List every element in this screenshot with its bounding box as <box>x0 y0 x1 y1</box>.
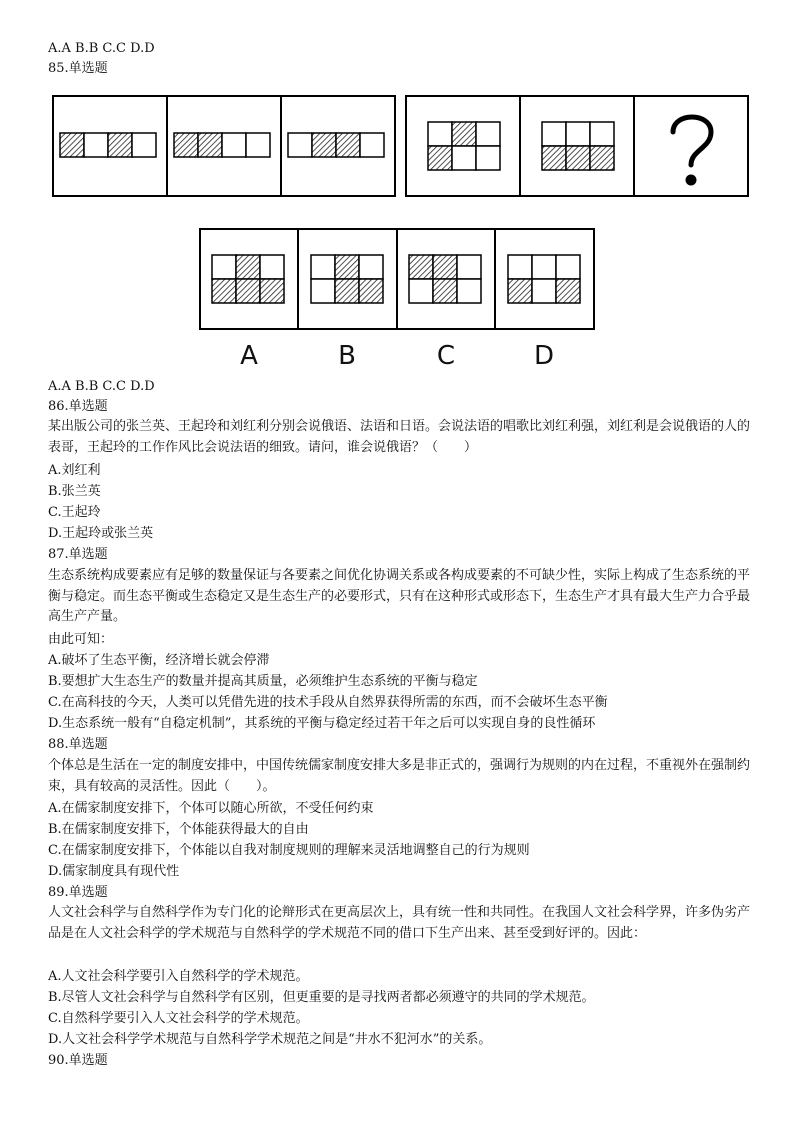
q86-option-c: C.王起玲 <box>48 505 101 520</box>
q87-stem: 生态系统构成要素应有足够的数量保证与各要素之间优化协调关系或各构成要素的不可缺少性，实际上构成了生态系统的平衡与稳定。而生态平衡或生态稳定又是生态生产的必要形式，只有在这种形式或形态下，生态生产才具有最大生产力合乎最高生产产量。 <box>48 568 751 624</box>
q85-panel-3 <box>288 133 384 157</box>
q88-header: 88.单选题 <box>48 737 108 752</box>
q87-option-a: A.破坏了生态平衡，经济增长就会停滞 <box>48 653 270 668</box>
q85-panel-2 <box>174 133 270 157</box>
q89-stem: 人文社会科学与自然科学作为专门化的论辩形式在更高层次上，具有统一性和共同性。在我国人文社会科学界，许多伪劣产品是在人文社会科学的学术规范与自然科学的学术规范不同的借口下生产出来、甚至受到好评的。因此： <box>48 905 751 941</box>
q86-stem: 某出版公司的张兰英、王起玲和刘红利分别会说俄语、法语和日语。会说法语的唱歌比刘红利强，刘红利是会说俄语的人的表哥，王起玲的工作作风比会说法语的细致。请问，谁会说俄语？（ ） <box>48 419 751 455</box>
q85-panel-5 <box>542 122 614 170</box>
q86-option-a: A.刘红利 <box>48 463 101 478</box>
q85-header: 85.单选题 <box>48 61 108 76</box>
q87-option-d: D.生态系统一般有“自稳定机制”，其系统的平衡与稳定经过若干年之后可以实现自身的良性循环 <box>48 716 596 731</box>
q85-option-c-label: C <box>436 341 456 371</box>
q85-answer-line: A.A B.B C.C D.D <box>48 379 155 394</box>
q89-option-c: C.自然科学要引入人文社会科学的学术规范。 <box>48 1011 309 1026</box>
q85-figure <box>0 0 800 380</box>
q88-option-d: D.儒家制度具有现代性 <box>48 864 180 879</box>
q85-option-a-figure <box>212 255 284 303</box>
q85-panel-6-question-mark <box>673 117 711 183</box>
q85-option-b-figure <box>311 255 383 303</box>
q87-option-c: C.在高科技的今天，人类可以凭借先进的技术手段从自然界获得所需的东西，而不会破坏生态平衡 <box>48 695 608 710</box>
q89-option-b: B.尽管人文社会科学与自然科学有区别，但更重要的是寻找两者都必须遵守的共同的学术规范。 <box>48 990 595 1005</box>
q85-option-d-label: D <box>533 341 555 371</box>
q89-option-a: A.人文社会科学要引入自然科学的学术规范。 <box>48 969 309 984</box>
q88-stem: 个体总是生活在一定的制度安排中，中国传统儒家制度安排大多是非正式的，强调行为规则的内在过程，不重视外在强制约束，具有较高的灵活性。因此（ ）。 <box>48 758 751 794</box>
q85-option-c-figure <box>409 255 481 303</box>
q88-option-b: B.在儒家制度安排下，个体能获得最大的自由 <box>48 822 309 837</box>
q89-option-d: D.人文社会科学学术规范与自然科学学术规范之间是“井水不犯河水”的关系。 <box>48 1032 492 1047</box>
q87-lead: 由此可知： <box>48 632 114 647</box>
previous-answer-line: A.A B.B C.C D.D <box>48 41 155 56</box>
q85-option-d-figure <box>508 255 580 303</box>
q90-header: 90.单选题 <box>48 1053 108 1068</box>
q85-panel-1 <box>60 133 156 157</box>
q86-option-b: B.张兰英 <box>48 484 101 499</box>
q85-option-b-label: B <box>338 341 356 371</box>
q88-option-c: C.在儒家制度安排下，个体能以自我对制度规则的理解来灵活地调整自己的行为规则 <box>48 843 530 858</box>
q85-question-strip <box>53 96 748 196</box>
q87-option-b: B.要想扩大生态生产的数量并提高其质量，必须维护生态系统的平衡与稳定 <box>48 674 478 689</box>
q89-header: 89.单选题 <box>48 885 108 900</box>
q86-option-d: D.王起玲或张兰英 <box>48 526 154 541</box>
q85-option-a-label: A <box>240 341 258 371</box>
q87-header: 87.单选题 <box>48 547 108 562</box>
q86-header: 86.单选题 <box>48 399 108 414</box>
q88-option-a: A.在儒家制度安排下，个体可以随心所欲，不受任何约束 <box>48 801 374 816</box>
q85-panel-4 <box>428 122 500 170</box>
